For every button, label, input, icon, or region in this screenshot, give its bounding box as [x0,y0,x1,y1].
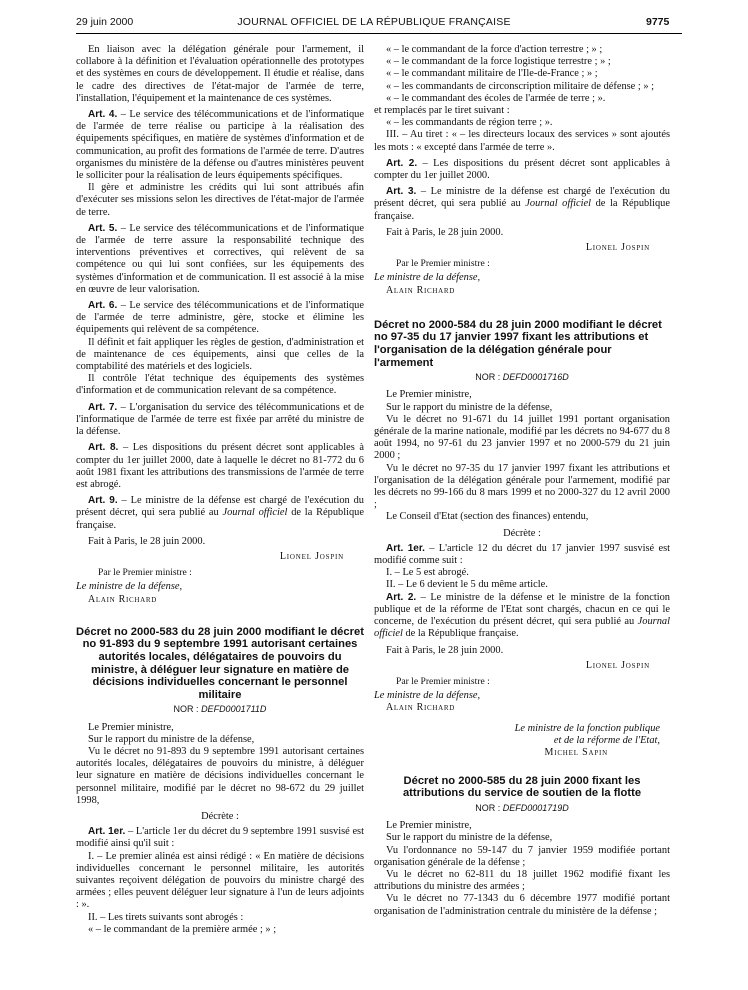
paragraph: III. – Au tiret : « – les directeurs locaux des services » sont ajoutés les mots : « excepté dans l'armée de terre ». [374,129,670,153]
nor-reference [374,371,670,383]
article-6 [76,300,364,337]
paragraph: Vu le décret no 77-1343 du 6 décembre 1977 modifié portant organisation de l'administration centrale du ministère de la défense ; [374,893,670,917]
minister-name: Alain Richard [386,702,456,714]
paragraph: Le Premier ministre, [88,721,174,733]
minister-name: Alain Richard [88,593,158,605]
article-7 [76,402,364,439]
decrete-heading: Décrète : [201,810,239,822]
dash-item: « – le commandant de la force d'action terrestre ; » ; [386,44,603,55]
nor-reference [76,703,364,715]
decree-title: Décret no 2000-584 du 28 juin 2000 modifiant le décret no 97-35 du 17 janvier 1997 fixant les attributions et l'organisation de la délégation générale pour l'armement [374,318,662,369]
dash-item: « – les commandants de circonscription militaire de défense ; » ; [386,80,655,92]
article-label: Art. 3. [386,186,417,198]
page-header [0,0,748,40]
nor-label: NOR : [475,372,503,383]
minister-title: Le ministre de la défense, [374,690,481,702]
article-5 [76,223,364,296]
paragraph: I. – Le premier alinéa est ainsi rédigé : « En matière de décisions individuelles concernant le personnel militaire, les autorités suivantes reçoivent délégation de pouvoirs du ministre chargé des armées ; elles peuvent déléguer leur signature à l'un de leurs adjoints : ». [76,850,364,911]
article-text: – Le service des télécommunications et de l'informatique de l'armée de terre réalise ou participe à la réalisation des équipements spécifiques, en matière de systèmes d'information et de communication, au profit des formations de l'armée de terre. D'autres organismes du ministère de la défense ou d'autres ministères peuvent le solliciter pour la réalisation de leurs équipements spécifiques. [76,109,364,182]
fp-minister-line-1: Le ministre de la fonction publique [514,722,660,734]
header-journal-title: JOURNAL OFFICIEL DE LA RÉPUBLIQUE FRANÇAISE [237,16,511,28]
dash-item: « – le commandant des écoles de l'armée de terre ; ». [386,92,606,104]
article-3 [374,186,670,223]
fp-minister-name: Michel Sapin [544,746,608,758]
paragraph: Vu le décret no 97-35 du 17 janvier 1997 fixant les attributions et l'organisation de la délégation générale pour l'armement, modifié par les décrets no 99-166 du 8 mars 1999 et no 2000-327 du 12 avril 2000 ; [374,462,670,511]
article-8 [76,442,364,491]
nor-code: DEFD0001716D [502,372,569,383]
article-label: Art. 8. [88,442,119,454]
article-text: – Les dispositions du présent décret sont applicables à compter du 1er juillet 2000. [374,157,670,182]
paragraph: Vu le décret no 91-893 du 9 septembre 1991 autorisant certaines autorités locales, délégataires de pouvoirs du ministre, à déléguer leur signature en matière de décisions individuelles concernant le personnel militaire, modifié par le décret no 98-672 du 29 juillet 1998, [76,745,364,806]
article-label: Art. 4. [88,109,118,121]
article-text: – Le ministre de la défense est chargé de l'exécution du présent décret, qui sera publié au [374,186,670,210]
nor-label: NOR : [475,802,503,813]
article-label: Art. 2. [386,157,418,169]
decree-title: Décret no 2000-585 du 28 juin 2000 fixant les attributions du service de soutien de la flotte [402,774,642,800]
fp-minister-title [374,723,670,747]
article-text: de la République française. [374,198,670,222]
signature-date: Fait à Paris, le 28 juin 2000. [88,535,206,547]
article-label: Art. 7. [88,401,118,413]
dash-item: « – le commandant militaire de l'Ile-de-France ; » ; [386,68,598,80]
signer-name: Lionel Jospin [585,659,650,671]
nor-code: DEFD0001711D [201,704,267,715]
article-2 [374,158,670,182]
paragraph: Sur le rapport du ministre de la défense, [386,832,553,844]
nor-code: DEFD0001719D [502,802,569,813]
paragraph: Le Premier ministre, [386,820,472,832]
paragraph: Vu le décret no 62-811 du 18 juillet 1962 modifié fixant les attributions du ministre des armées ; [374,868,670,893]
article-label: Art. 1er. [386,542,425,554]
article-label: Art. 5. [88,222,118,234]
minister-name: Alain Richard [386,284,456,296]
header-rule [76,33,682,34]
paragraph: Il gère et administre les crédits qui lui sont attribués afin d'exécuter ses missions selon les directives de l'état-major de l'armée de terre. [76,182,364,218]
article-text: – Le service des télécommunications et de l'informatique de l'armée de terre assure la responsabilité technique des interventions préventives et correctives, qui relèvent de sa compétence ou qui lui sont confiées, sur les équipements des systèmes d'information et de communication. Il est associé à la mise en œuvre de leur valorisation. [76,222,364,295]
article-text: – Le ministre de la défense est chargé de l'exécution du présent décret, qui sera publié au [76,495,364,519]
header-page-number: 9775 [646,16,670,28]
article-label: Art. 2. [386,591,417,603]
signature-date: Fait à Paris, le 28 juin 2000. [386,226,504,238]
nor-reference [374,802,670,814]
paragraph: Vu le décret no 91-671 du 14 juillet 1991 portant organisation générale de la marine nationale, modifié par les décrets no 94-677 du 8 août 1994, no 97-61 du 23 janvier 1997 et no 2000-579 du 21 juin 2000 ; [374,413,670,462]
paragraph: II. – Le 6 devient le 5 du même article. [386,579,548,591]
minister-title: Le ministre de la défense, [374,272,481,284]
article-text: – Le ministre de la défense et le ministre de la fonction publique et de la réforme de l'Etat sont chargés, chacun en ce qui le concerne, de l'exécution du présent décret, qui sera publié au [374,591,671,628]
article-1 [374,543,670,567]
article-text: – L'article 1er du décret du 9 septembre 1991 susvisé est modifié ainsi qu'il suit : [76,826,364,850]
journal-officiel-text: Journal officiel [374,616,670,640]
paragraph-intro: En liaison avec la délégation générale pour l'armement, il collabore à la définition et l'évaluation opérationnelle des prototypes et des systèmes en cours de développement. Il étudie et réalise, dans le cadre des directives de l'état-major de l'armée de terre, l'installation, l'équipement et la maintenance de ces systèmes. [76,44,364,104]
paragraph: Le Premier ministre, [386,389,472,401]
article-label: Art. 1er. [88,826,126,838]
paragraph: I. – Le 5 est abrogé. [386,567,469,579]
right-column [374,44,670,918]
article-9 [76,495,364,532]
article-text: – L'article 12 du décret du 17 janvier 1997 susvisé est modifié comme suit : [374,542,670,567]
dash-item: « – le commandant de la première armée ; » ; [88,923,277,935]
dash-item: « – les commandants de région terre ; ». [386,117,553,129]
premier-ministre-line: Par le Premier ministre : [98,567,192,579]
signer-name: Lionel Jospin [279,550,344,562]
article-2 [374,592,670,641]
header-date: 29 juin 2000 [76,16,134,28]
journal-officiel-text: Journal officiel [222,507,288,519]
paragraph: Il contrôle l'état technique des équipements des systèmes d'information et de communication relevant de sa compétence. [76,373,364,397]
article-text: de la République française. [76,507,364,531]
premier-ministre-line: Par le Premier ministre : [396,258,490,270]
left-column [76,44,364,936]
paragraph: et remplacés par le tiret suivant : [374,105,510,117]
paragraph: Il définit et fait appliquer les règles de gestion, d'administration et de maintenance de ces équipements, ainsi que celles de la comptabilité des matériels et des logiciels. [76,336,364,373]
nor-label: NOR : [173,704,202,715]
paragraph: Sur le rapport du ministre de la défense, [88,733,255,745]
article-text: – Les dispositions du présent décret sont applicables à compter du 1er juillet 2000, date à laquelle le décret no 81-772 du 6 août 1981 fixant les attributions des transmissions de l'armée de terre est abrogé. [76,442,364,490]
dash-item: « – le commandant de la force logistique terrestre ; » ; [386,56,611,68]
journal-officiel-text: Journal officiel [525,198,592,210]
paragraph: II. – Les tirets suivants sont abrogés : [88,911,244,923]
premier-ministre-line: Par le Premier ministre : [396,675,490,687]
article-4 [76,109,364,182]
fp-minister-line-2: et de la réforme de l'Etat, [553,734,660,746]
article-text: de la République française. [402,628,519,640]
signer-name: Lionel Jospin [585,242,650,254]
article-text: – L'organisation du service des télécommunications et de l'informatique de l'armée de terre est fixée par arrêté du ministre de la défense. [76,401,364,438]
article-label: Art. 6. [88,300,118,312]
article-text: – Le service des télécommunications et de l'informatique de l'armée de terre administre, gère, stocke et élimine les équipements qui relèvent de sa compétence. [76,300,364,336]
minister-title: Le ministre de la défense, [76,581,183,593]
signature-date: Fait à Paris, le 28 juin 2000. [386,644,504,656]
article-label: Art. 9. [88,495,118,507]
paragraph: Le Conseil d'Etat (section des finances) entendu, [386,511,589,523]
article-1 [76,826,364,850]
decree-title: Décret no 2000-583 du 28 juin 2000 modifiant le décret no 91-893 du 9 septembre 1991 autorisant certaines autorités locales, délégataires de pouvoirs du ministre, à déléguer leur signature en matière de décisions individuelles concernant le personnel militaire [76,625,364,701]
decrete-heading: Décrète : [503,527,541,539]
paragraph: Sur le rapport du ministre de la défense, [386,401,553,413]
paragraph: Vu l'ordonnance no 59-147 du 7 janvier 1959 modifiée portant organisation générale de la défense ; [374,844,670,868]
